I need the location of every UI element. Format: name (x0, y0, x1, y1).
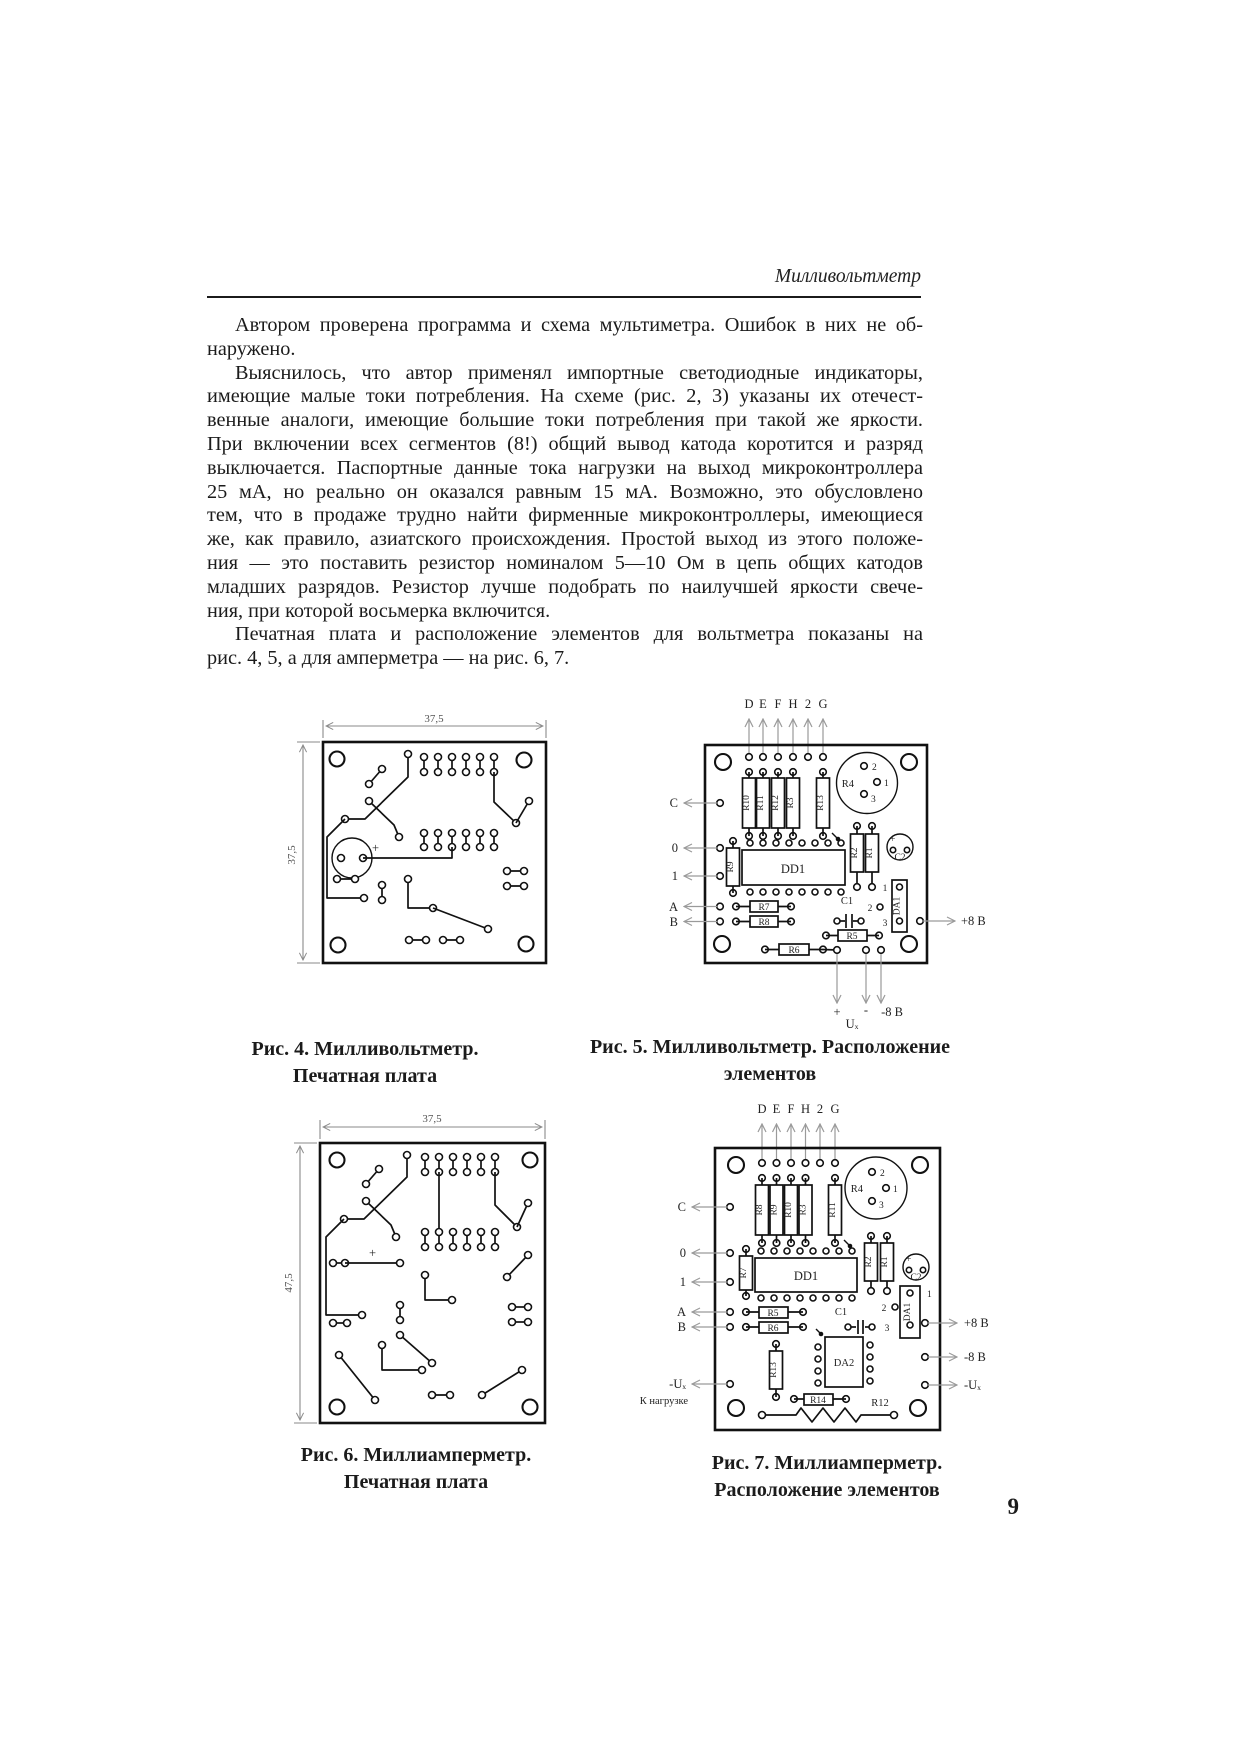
resistor-label-r11: R11 (828, 1202, 838, 1218)
pin-label-1: 1 (679, 1275, 686, 1289)
r2-label: R2 (864, 1256, 874, 1268)
fig6-caption-line1: Рис. 6. Миллиамперметр. (300, 1444, 532, 1466)
ux-label: Uₓ (845, 1017, 859, 1031)
r7-label: R7 (739, 1267, 749, 1279)
fig4-height-label: 37,5 (286, 845, 298, 865)
fig6-caption (281, 1442, 551, 1496)
fig6-top-pads (422, 1154, 499, 1233)
fig7-left-pins (640, 1200, 734, 1407)
resistor-label-r10: R10 (784, 1202, 794, 1218)
fig7-vertical-resistors (755, 1178, 842, 1243)
plus8v-label: +8 В (964, 1316, 989, 1330)
text-line: же, как правило, азиатского происхождения. Простой выход из этого положе- (207, 528, 923, 551)
c2-label: C2 (894, 853, 906, 863)
fig5-r4-transistor (837, 753, 898, 814)
fig5-r7-r8 (733, 901, 795, 928)
c1-label: C1 (834, 1307, 848, 1318)
fig7-r4-transistor (845, 1157, 907, 1219)
fig6-plus-mark: + (369, 1246, 377, 1260)
resistor-label-r12: R12 (771, 795, 781, 811)
resistor-label-r8: R8 (755, 1204, 765, 1216)
fig5-left-pins (669, 796, 723, 929)
text-line: Печатная плата и расположение элементов для вольтметра показаны на (235, 623, 923, 646)
fig7-caption-line1: Рис. 7. Миллиамперметр. (711, 1452, 943, 1474)
plus8v-label: +8 В (961, 914, 986, 928)
fig7-da2-chip (815, 1329, 873, 1387)
fig4-plus-mark: + (372, 841, 380, 855)
text-line: выключается. Паспортные данные тока нагрузки на выход микроконтроллера (207, 456, 923, 479)
resistor-label-r11: R11 (756, 795, 766, 811)
resistor-label-r3: R3 (798, 1204, 809, 1216)
text-line: имеющие малые токи потребления. На схеме (рис. 2, 3) указаны их отечест- (207, 385, 923, 408)
fig5-c2-capacitor (887, 834, 913, 863)
pin-label-1: 1 (671, 869, 678, 883)
minus-label: - (863, 1003, 869, 1017)
text-line: тем, что в продаже трудно найти фирменные микроконтроллеры, имеющиеся (207, 504, 923, 527)
fig7-output-leads (928, 1316, 989, 1392)
plus-label: + (833, 1005, 841, 1019)
fig4-caption-line1: Рис. 4. Милливольтметр. (251, 1038, 479, 1060)
da1-pin-2: 2 (867, 904, 873, 914)
segment-label-f: F (774, 697, 782, 711)
fig7-c2-capacitor (903, 1254, 929, 1283)
fig6-mid-pads (422, 1229, 499, 1251)
fig6-width-label: 37,5 (422, 1113, 442, 1125)
fig4-top-pads (421, 754, 498, 776)
fig7-board (640, 1148, 940, 1430)
segment-label-g: G (830, 1102, 840, 1116)
fig4-caption (229, 1036, 501, 1090)
fig5-vertical-resistors (742, 772, 830, 836)
da1-pin-3: 3 (882, 919, 888, 929)
header-rule (207, 296, 921, 298)
text-line: Автором проверена программа и схема мультиметра. Ошибок в них не об- (235, 314, 923, 336)
r1-label: R1 (880, 1256, 890, 1268)
segment-label-f: F (787, 1102, 795, 1116)
fig4-caption-line2: Печатная плата (292, 1065, 438, 1087)
segment-label-h: H (788, 697, 798, 711)
r4-label: R4 (841, 779, 854, 790)
resistor-label-r9: R9 (769, 1204, 780, 1216)
da1-label: DA1 (892, 896, 903, 916)
fig7-r13 (769, 1341, 783, 1401)
segment-label-e: E (759, 697, 767, 711)
pin-label-c: C (677, 1200, 686, 1214)
text-line: При включении всех сегментов (8!) общий вывод катода коротится и разряд (207, 432, 923, 455)
pin-label-a: A (676, 1305, 686, 1319)
fig6-caption-line2: Печатная плата (343, 1471, 489, 1493)
fig5-r2-r1 (850, 823, 879, 891)
da1-pin-1: 1 (882, 884, 888, 894)
fig5-segment-arrows (744, 697, 827, 756)
r8-label: R8 (758, 918, 770, 928)
r4-label: R4 (850, 1184, 863, 1195)
running-header: Милливольтметр (774, 266, 921, 287)
da1-label: DA1 (903, 1302, 913, 1322)
c2-plus-mark: + (890, 835, 896, 845)
r14-label: R14 (810, 1396, 826, 1406)
r7-label: R7 (758, 903, 770, 913)
resistor-label-r13: R13 (816, 795, 826, 811)
fig7-r5-r6 (743, 1307, 807, 1334)
fig7-r14 (791, 1394, 850, 1406)
fig4-mid-pads (421, 830, 498, 851)
segment-label-h: H (800, 1102, 811, 1116)
pin-label-0: 0 (671, 841, 678, 855)
r5-label: R5 (846, 932, 858, 942)
r12-label: R12 (871, 1398, 889, 1409)
fig7-placement-drawing (600, 1095, 1010, 1440)
fig7-r7 (739, 1246, 753, 1300)
r4-pin-2: 2 (872, 763, 877, 773)
r4-pin-1: 1 (884, 779, 889, 789)
fig4-dimensions (286, 713, 546, 963)
fig6-pcb-drawing (282, 1105, 560, 1440)
r4-pin-2: 2 (880, 1169, 885, 1179)
page-number: 9 (1007, 1494, 1019, 1519)
resistor-label-r10: R10 (742, 795, 752, 811)
fig7-r2-r1 (864, 1233, 894, 1295)
r4-pin-3: 3 (879, 1201, 884, 1211)
segment-label-d: D (757, 1102, 767, 1116)
fig7-c1-capacitor (835, 1307, 875, 1334)
fig4-traces (327, 751, 533, 944)
pin-label-c: C (669, 796, 678, 810)
r9-label: R9 (726, 861, 736, 873)
text-line: младших разрядов. Резистор лучше подобрать по наилучшей яркости свече- (207, 575, 923, 598)
fig5-dd1-chip (742, 833, 845, 895)
segment-label-2: 2 (816, 1102, 824, 1116)
fig7-segment-arrows (757, 1102, 839, 1162)
da1-pin-2: 2 (881, 1304, 887, 1314)
text-line: ния, при которой восьмерка включится. (207, 599, 551, 622)
r6-label: R6 (767, 1324, 779, 1334)
body-text (207, 314, 923, 671)
neg8v-label: -8 В (881, 1005, 903, 1019)
fig5-caption-line2: элементов (723, 1063, 817, 1085)
r5-label: R5 (767, 1309, 779, 1319)
fig6-board (320, 1143, 545, 1423)
ux-out-label: -Uₓ (669, 1377, 686, 1391)
fig7-caption-line2: Расположение элементов (714, 1479, 940, 1501)
pin-label-b: B (677, 1320, 686, 1334)
pin-label-a: A (668, 900, 678, 914)
segment-label-g: G (818, 697, 828, 711)
da1-pin-3: 3 (884, 1324, 890, 1334)
r13-label: R13 (769, 1362, 779, 1378)
c1-label: C1 (840, 896, 854, 907)
fig5-placement-drawing (640, 690, 1010, 1040)
da2-label: DA2 (833, 1358, 855, 1369)
text-line: рис. 4, 5, а для амперметра — на рис. 6, 7. (207, 647, 570, 670)
fig4-width-label: 37,5 (424, 713, 444, 725)
pin-label-b: B (669, 915, 678, 929)
fig5-c1-capacitor (834, 896, 864, 928)
dd1-label: DD1 (793, 1269, 819, 1283)
r4-pin-3: 3 (871, 795, 876, 805)
load-label: К нагрузке (639, 1396, 688, 1407)
segment-label-d: D (744, 697, 754, 711)
fig4-pcb-drawing (285, 705, 560, 975)
text-line: наружено. (207, 337, 296, 360)
fig5-caption-line1: Рис. 5. Милливольтметр. Расположение (589, 1036, 951, 1058)
r1-label: R1 (865, 847, 875, 859)
da1-pin-1: 1 (927, 1290, 932, 1300)
fig5-r9 (726, 838, 740, 897)
segment-label-2: 2 (804, 697, 812, 711)
segment-label-e: E (772, 1102, 781, 1116)
fig6-dimensions (283, 1113, 545, 1423)
fig5-caption (555, 1034, 985, 1088)
fig6-height-label: 47,5 (283, 1273, 295, 1293)
neg-ux-label: -Uₓ (964, 1378, 981, 1392)
fig7-dd1-chip (755, 1240, 857, 1301)
c2-label: C2 (910, 1273, 922, 1283)
fig5-board (669, 745, 927, 963)
text-line: венные аналоги, имеющие большие токи потребления при такой же яркости. (207, 409, 923, 432)
fig4-board (323, 742, 546, 963)
text-line: 25 мА, но реально он оказался равным 15 мА. Возможно, это обусловлено (207, 480, 923, 503)
dd1-label: DD1 (780, 862, 806, 876)
resistor-label-r3: R3 (786, 797, 796, 809)
neg8v-label: -8 В (964, 1350, 986, 1364)
r6-label: R6 (788, 946, 800, 956)
fig7-caption (617, 1450, 1037, 1504)
text-line: ния — это поставить резистор номиналом 5—10 Ом в цепь общих катодов (207, 551, 923, 574)
pin-label-0: 0 (679, 1246, 686, 1260)
text-line: Выяснилось, что автор применял импортные светодиодные индикаторы, (235, 361, 923, 384)
fig6-traces (326, 1152, 532, 1404)
r4-pin-1: 1 (893, 1185, 898, 1195)
c2-plus-mark: + (906, 1255, 912, 1265)
r2-label: R2 (850, 847, 860, 859)
